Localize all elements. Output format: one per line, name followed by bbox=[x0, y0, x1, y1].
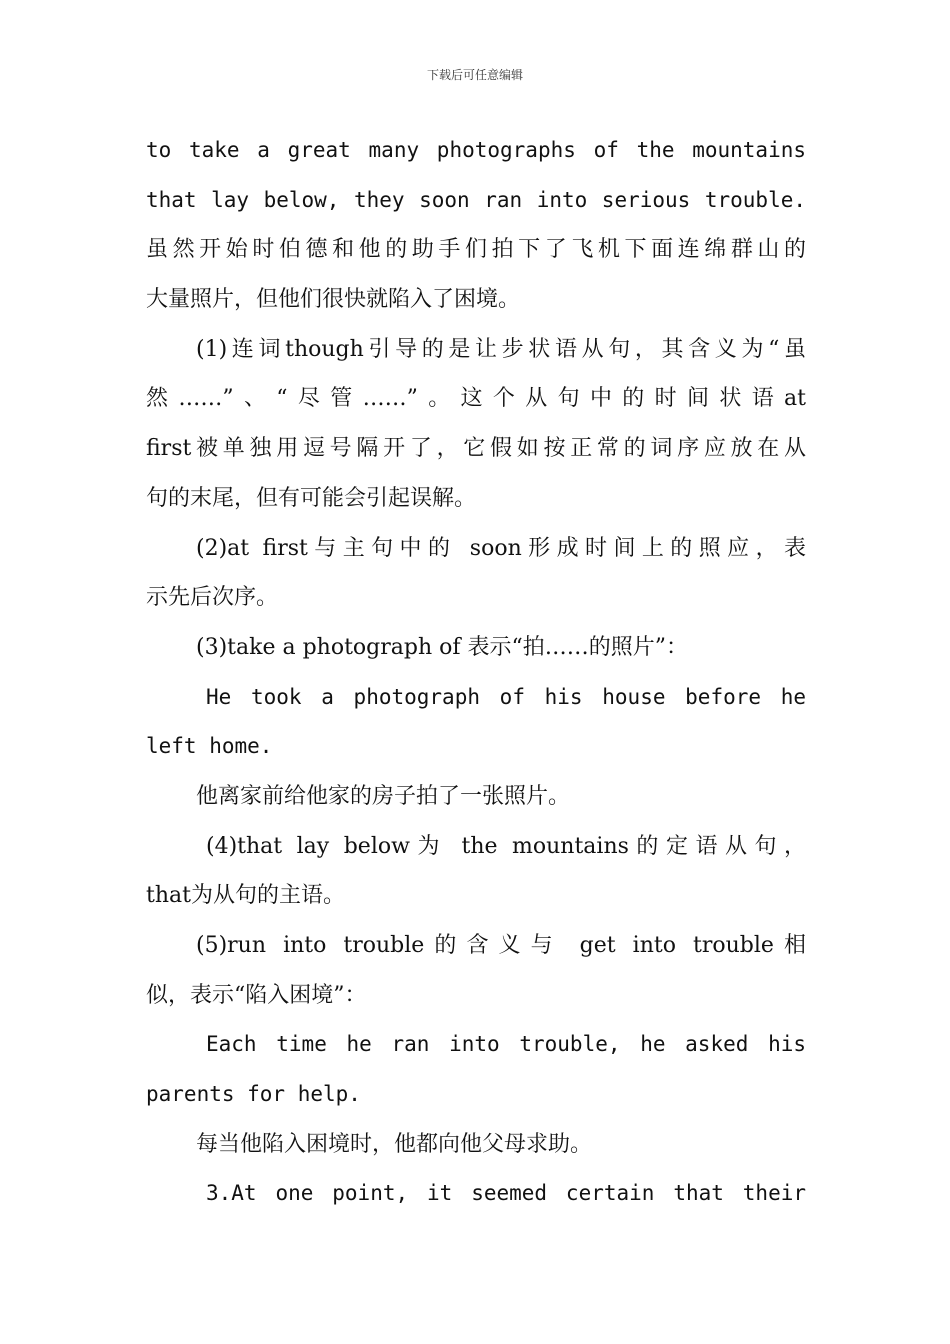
example-line: He took a photograph of his house before he bbox=[206, 684, 806, 709]
text-line: to take a great many photographs of the mountains bbox=[146, 138, 806, 162]
text-line: (4)that lay below为 the mountains的定语从句， bbox=[206, 833, 806, 859]
text-line: 句的末尾，但有可能会引起误解。 bbox=[146, 485, 477, 511]
text-line: (3)take a photograph of 表示“拍……的照片”： bbox=[196, 634, 688, 660]
example-line: parents for help. bbox=[146, 1082, 361, 1107]
text-line: first被单独用逗号隔开了，它假如按正常的词序应放在从 bbox=[146, 436, 806, 462]
translation-line: 他离家前给他家的房子拍了一张照片。 bbox=[196, 783, 571, 809]
text-line: 示先后次序。 bbox=[146, 585, 279, 611]
text-line: (5)run into trouble的含义与 get into trouble相 bbox=[196, 933, 806, 958]
text-line: (2)at first与主句中的 soon形成时间上的照应，表 bbox=[196, 535, 806, 561]
document-body bbox=[146, 126, 806, 1219]
example-line: Each time he ran into trouble, he asked his bbox=[206, 1032, 806, 1057]
page-header: 下载后可任意编辑 bbox=[426, 68, 523, 82]
text-line: (1)连词though引导的是让步状语从句，其含义为“虽 bbox=[196, 336, 806, 362]
text-line: 然……”、“尽管……”。这个从句中的时间状语at bbox=[146, 386, 806, 412]
text-line: that为从句的主语。 bbox=[146, 883, 345, 909]
text-line: that lay below, they soon ran into serious trouble. bbox=[146, 187, 806, 212]
text-line: 3.At one point, it seemed certain that their bbox=[206, 1181, 806, 1206]
text-line: 大量照片，但他们很快就陷入了困境。 bbox=[146, 287, 521, 313]
example-line: left home. bbox=[146, 734, 273, 759]
text-line: 虽然开始时伯德和他的助手们拍下了飞机下面连绵群山的 bbox=[146, 237, 806, 263]
translation-line: 每当他陷入困境时，他都向他父母求助。 bbox=[196, 1131, 593, 1157]
text-line: 似，表示“陷入困境”： bbox=[146, 982, 367, 1008]
